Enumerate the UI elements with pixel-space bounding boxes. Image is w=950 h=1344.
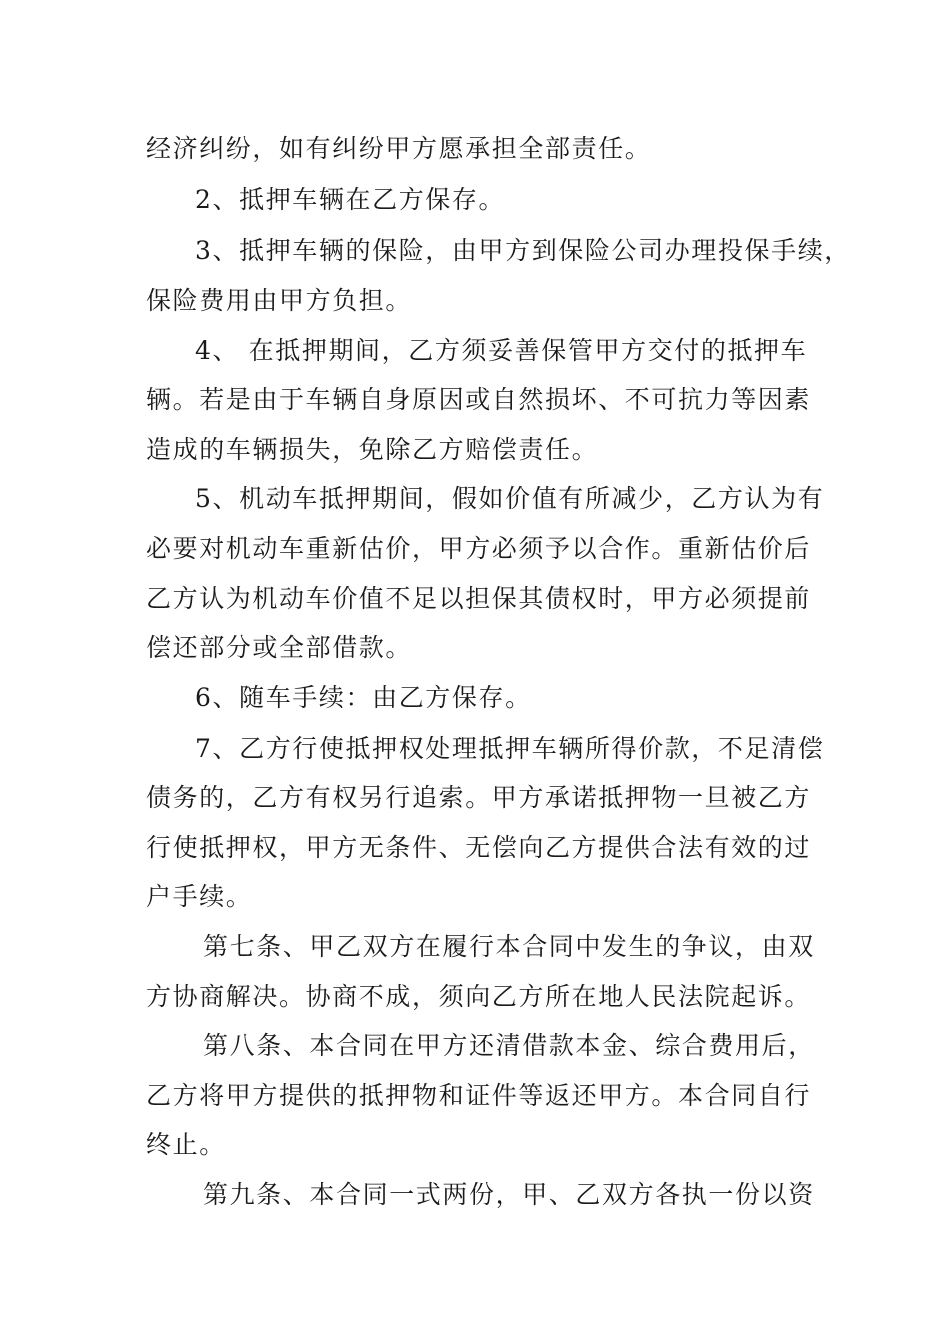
text-line: 乙方将甲方提供的抵押物和证件等返还甲方。本合同自行 (146, 1081, 812, 1110)
clause-5-line: 5、机动车抵押期间，假如价值有所减少，乙方认为有 (195, 484, 825, 513)
text-line: 债务的，乙方有权另行追索。甲方承诺抵押物一旦被乙方 (146, 783, 812, 812)
text-line: 经济纠纷，如有纠纷甲方愿承担全部责任。 (146, 134, 652, 163)
text-line: 户手续。 (146, 882, 253, 911)
text-line: 行使抵押权，甲方无条件、无偿向乙方提供合法有效的过 (146, 833, 812, 862)
text-line: 终止。 (146, 1130, 226, 1159)
article-7-line: 第七条、甲乙双方在履行本合同中发生的争议，由双 (203, 932, 815, 961)
clause-4-line: 4、 在抵押期间，乙方须妥善保管甲方交付的抵押车 (195, 336, 808, 365)
text-line: 必要对机动车重新估价，甲方必须予以合作。重新估价后 (146, 534, 812, 563)
clause-6-line: 6、随车手续：由乙方保存。 (195, 683, 532, 712)
article-8-line: 第八条、本合同在甲方还清借款本金、综合费用后， (203, 1031, 815, 1060)
clause-7-line: 7、乙方行使抵押权处理抵押车辆所得价款，不足清偿 (195, 734, 825, 763)
clause-3-line: 3、抵押车辆的保险，由甲方到保险公司办理投保手续， (195, 236, 851, 265)
text-line: 方协商解决。协商不成，须向乙方所在地人民法院起诉。 (146, 982, 812, 1011)
text-line: 乙方认为机动车价值不足以担保其债权时，甲方必须提前 (146, 584, 812, 613)
text-line: 保险费用由甲方负担。 (146, 286, 413, 315)
text-line: 造成的车辆损失，免除乙方赔偿责任。 (146, 435, 599, 464)
article-9-line: 第九条、本合同一式两份，甲、乙双方各执一份以资 (203, 1180, 815, 1209)
text-line: 辆。若是由于车辆自身原因或自然损坏、不可抗力等因素 (146, 385, 812, 414)
text-line: 偿还部分或全部借款。 (146, 633, 413, 662)
clause-2-line: 2、抵押车辆在乙方保存。 (195, 185, 506, 214)
